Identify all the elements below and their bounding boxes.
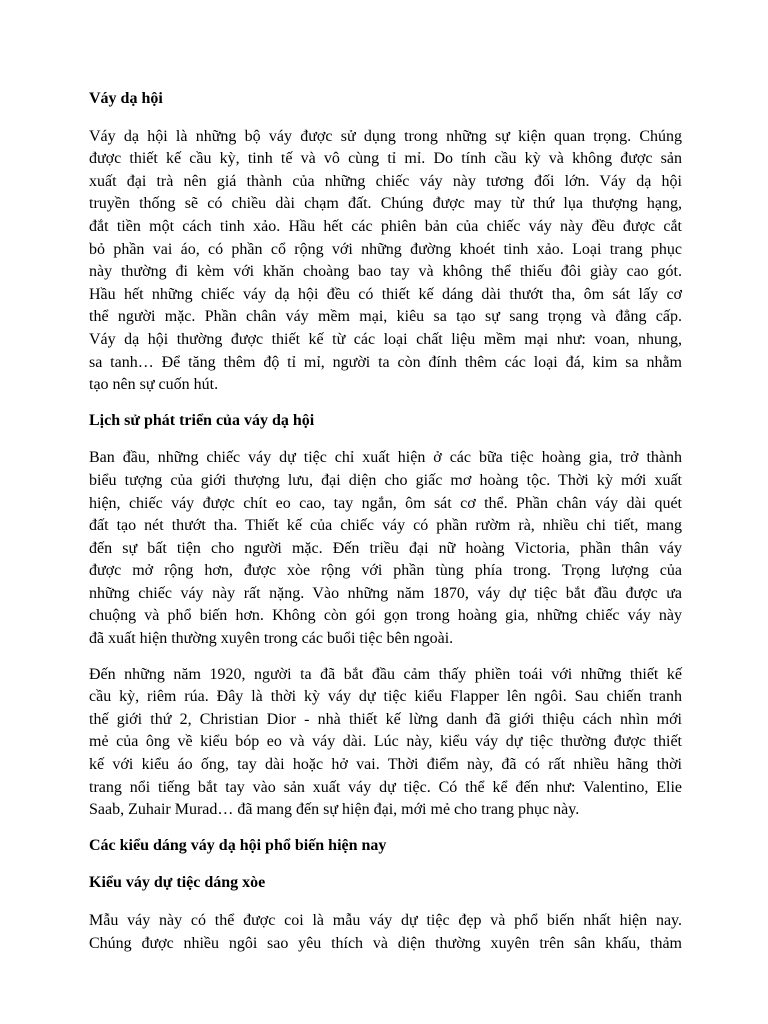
text-line: những chiếc váy này rất nặng. Vào những năm 1870, váy dự tiệc bắt đầu được ưa [89,584,682,602]
heading-popular-styles: Các kiểu dáng váy dạ hội phổ biến hiện nay [89,836,387,854]
heading-evening-dress: Váy dạ hội [89,90,163,107]
text-line: đến sự bất tiện cho người mặc. Đến triều đại nữ hoàng Victoria, phần thân váy [89,539,682,557]
text-line: Ban đầu, những chiếc váy dự tiệc chỉ xuất hiện ở các bữa tiệc hoàng gia, trở thành [89,449,682,467]
text-line: trang nổi tiếng bắt tay vào sản xuất váy dự tiệc. Có thể kể đến như: Valentino, Elie [89,778,682,796]
text-line: Saab, Zuhair Murad… đã mang đến sự hiện đại, mới mẻ cho trang phục này. [89,801,580,819]
text-line: Đến những năm 1920, người ta đã bắt đầu cảm thấy phiền toái với những thiết kế [89,665,682,683]
paragraph-flared-style [89,910,682,955]
text-line: mẻ của ông về kiểu bóp eo và váy dài. Lúc này, kiểu váy dự tiệc thường được thiết [89,733,682,751]
text-line: được mở rộng hơn, được xòe rộng với phần tùng phía trong. Trọng lượng của [89,562,682,580]
text-line: đắt tiền một cách tinh xảo. Hầu hết các phiên bản của chiếc váy này đều được cắt [89,217,682,235]
text-line: thể người mặc. Phần chân váy mềm mại, kiêu sa tạo sự sang trọng và đẳng cấp. [89,308,682,326]
text-line: biểu tượng của giới thượng lưu, đại diện cho giấc mơ hoàng tộc. Thời kỳ mới xuất [89,471,682,489]
text-line: Chúng được nhiều ngôi sao yêu thích và diện thường xuyên trên sân khấu, thảm [89,934,682,952]
text-line: sa tanh… Để tăng thêm độ tỉ mỉ, người ta còn đính thêm các loại đá, kim sa nhằm [89,353,682,371]
paragraph-history-modern [89,664,682,822]
text-line: Mẫu váy này có thể được coi là mẫu váy dự tiệc đẹp và phổ biến nhất hiện nay. [89,912,682,929]
text-line: hiện, chiếc váy được chít eo cao, tay ngắn, ôm sát cơ thể. Phần chân váy dài quét [89,494,682,512]
text-line: cầu kỳ, riêm rúa. Đây là thời kỳ váy dự tiệc kiểu Flapper lên ngôi. Sau chiến tranh [89,688,682,706]
heading-flared-style: Kiểu váy dự tiệc dáng xòe [89,874,266,892]
text-line: Váy dạ hội thường được thiết kế từ các loại chất liệu mềm mại như: voan, nhung, [89,330,682,348]
paragraph-history-early [89,447,682,650]
text-line: tạo nên sự cuốn hút. [89,376,219,394]
heading-history: Lịch sử phát triển của váy dạ hội [89,411,315,429]
text-line: xuất đại trà nên giá thành của những chiếc váy này tương đối lớn. Váy dạ hội [89,172,682,190]
text-line: đã xuất hiện thường xuyên trong các buổi tiệc bên ngoài. [89,630,454,648]
document-page [89,88,682,968]
text-line: Hầu hết những chiếc váy dạ hội đều có thiết kế dáng dài thướt tha, ôm sát lấy cơ [89,285,682,303]
paragraph-intro [89,126,682,397]
text-line: kế với kiểu áo ống, tay dài hoặc hở vai. Thời điểm này, đã có rất nhiều hãng thời [89,756,682,774]
text-line: này thường đi kèm với khăn choàng bao tay và không thể thiếu đôi giày cao gót. [89,263,682,281]
text-line: thế giới thứ 2, Christian Dior - nhà thiết kế lừng danh đã giới thiệu cách nhìn mới [89,710,682,728]
text-line: được thiết kế cầu kỳ, tinh tế và vô cùng tỉ mỉ. Do tính cầu kỳ và không được sản [89,150,682,168]
text-line: truyền thống sẽ có chiều dài chạm đất. Chúng được may từ thứ lụa thượng hạng, [89,195,682,213]
text-line: Váy dạ hội là những bộ váy được sử dụng trong những sự kiện quan trọng. Chúng [89,127,682,145]
text-line: đất tạo nét thướt tha. Thiết kế của chiếc váy có phần rườm rà, nhiều chi tiết, mang [89,517,682,535]
text-line: bỏ phần vai áo, có phần cổ rộng với những đường khoét tinh xảo. Loại trang phục [89,240,682,258]
text-line: chuộng và phổ biến hơn. Không còn gói gọn trong hoàng gia, những chiếc váy này [89,607,682,625]
